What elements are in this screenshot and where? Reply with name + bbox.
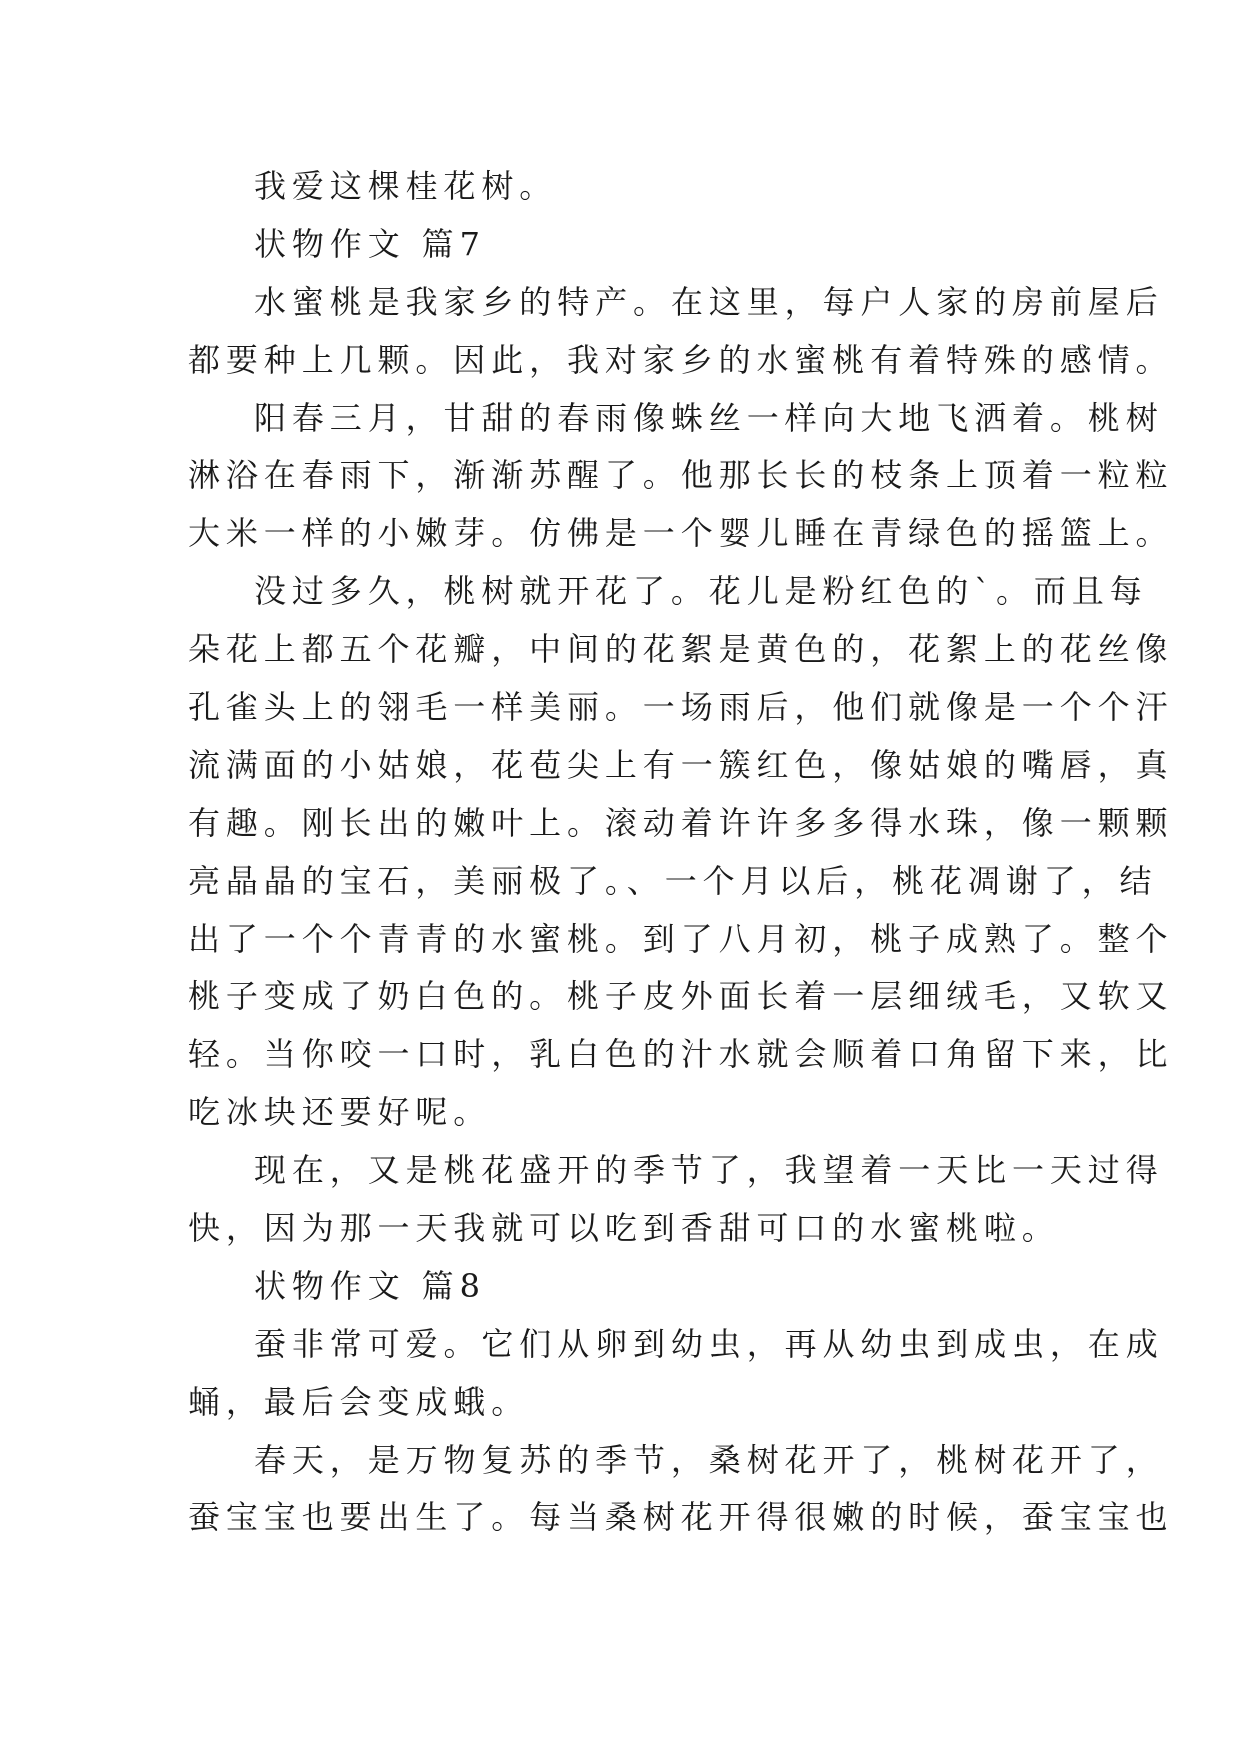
text-line: 吃冰块还要好呢。 [188, 1093, 492, 1132]
text-line: 朵花上都五个花瓣，中间的花絮是黄色的，花絮上的花丝像 [188, 630, 1174, 669]
text-line: 春天，是万物复苏的季节，桑树花开了，桃树花开了， [254, 1440, 1164, 1479]
text-line: 现在，又是桃花盛开的季节了，我望着一天比一天过得 [254, 1151, 1164, 1190]
text-line: 亮晶晶的宝石，美丽极了。、一个月以后，桃花凋谢了，结 [188, 861, 1158, 900]
body-text [188, 158, 1174, 1547]
text-line: 蚕宝宝也要出生了。每当桑树花开得很嫩的时候，蚕宝宝也 [188, 1498, 1174, 1537]
text-line: 蚕非常可爱。它们从卵到幼虫，再从幼虫到成虫，在成 [254, 1324, 1164, 1363]
text-line: 轻。当你咬一口时，乳白色的汁水就会顺着口角留下来，比 [188, 1035, 1174, 1074]
text-line: 流满面的小姑娘，花苞尖上有一簇红色，像姑娘的嘴唇，真 [188, 745, 1174, 784]
text-line: 阳春三月，甘甜的春雨像蛛丝一样向大地飞洒着。桃树 [254, 398, 1164, 437]
text-line: 有趣。刚长出的嫩叶上。滚动着许许多多得水珠，像一颗颗 [188, 803, 1174, 842]
text-line: 桃子变成了奶白色的。桃子皮外面长着一层细绒毛，又软又 [188, 977, 1174, 1016]
text-line: 水蜜桃是我家乡的特产。在这里，每户人家的房前屋后 [254, 282, 1164, 321]
text-line: 快，因为那一天我就可以吃到香甜可口的水蜜桃啦。 [188, 1209, 1060, 1248]
text-line: 都要种上几颗。因此，我对家乡的水蜜桃有着特殊的感情。 [188, 340, 1174, 379]
text-line: 孔雀头上的翎毛一样美丽。一场雨后，他们就像是一个个汗 [188, 688, 1174, 727]
text-line: 没过多久，桃树就开花了。花儿是粉红色的`。而且每 [254, 572, 1148, 611]
text-line: 出了一个个青青的水蜜桃。到了八月初，桃子成熟了。整个 [188, 919, 1174, 958]
section-heading: 状物作文 篇7 [254, 224, 486, 263]
text-line: 蛹，最后会变成蛾。 [188, 1382, 530, 1421]
text-line: 大米一样的小嫩芽。仿佛是一个婴儿睡在青绿色的摇篮上。 [188, 514, 1174, 553]
text-line: 淋浴在春雨下，渐渐苏醒了。他那长长的枝条上顶着一粒粒 [188, 456, 1174, 495]
text-line: 我爱这棵桂花树。 [254, 167, 558, 205]
section-heading: 状物作文 篇8 [254, 1266, 486, 1305]
